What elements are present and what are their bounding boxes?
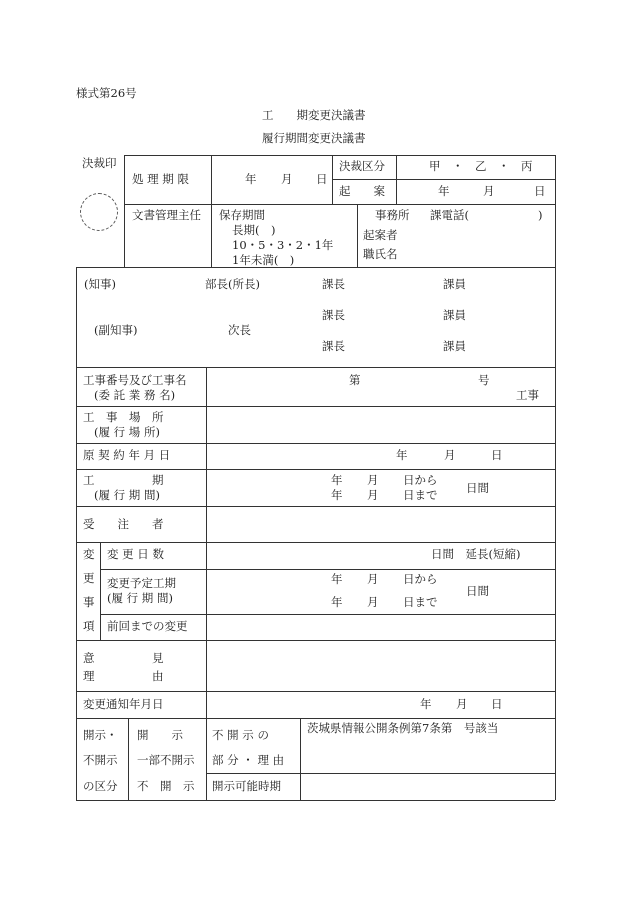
change-items-char-4: 項: [83, 619, 95, 633]
disclosure-category-1: 開示・: [83, 728, 118, 742]
line-v-100: [100, 542, 101, 640]
line-v-211: [211, 155, 212, 268]
change-items-char-2: 更: [83, 571, 95, 585]
disclosure-category-3: の区分: [83, 779, 118, 793]
title-line-1: 工 期変更決議書: [262, 108, 366, 122]
staff-1: 課員: [443, 277, 466, 291]
retention-label: 保存期間: [219, 208, 265, 222]
line-v-206: [206, 367, 207, 800]
line-manager-bottom: [76, 267, 555, 268]
line-h-443: [76, 443, 555, 444]
decision-category-label: 決裁区分: [339, 159, 385, 173]
work-number-label-2: (委 託 業 務 名): [94, 388, 176, 402]
staff-2: 課員: [443, 308, 466, 322]
planned-from-month: 月: [367, 572, 379, 586]
retention-long-term: 長期( ): [232, 223, 276, 237]
notice-year: 年: [420, 697, 432, 711]
line-v-357: [357, 204, 358, 267]
period-until-year: 年: [331, 488, 343, 502]
line-h-506: [76, 506, 555, 507]
line-category-bottom: [332, 179, 555, 180]
line-deadline-bottom: [124, 204, 555, 205]
notice-date-label: 変更通知年月日: [83, 697, 164, 711]
title-line-2: 履行期間変更決議書: [262, 131, 366, 145]
drafted-year: 年: [438, 184, 450, 198]
work-number-label-1: 工事番号及び工事名: [83, 373, 187, 387]
planned-from: 日から: [403, 572, 438, 586]
partial-option: 一部不開示: [137, 753, 195, 767]
box-left-line: [124, 155, 125, 268]
line-v-396: [396, 155, 397, 205]
days-extension: 日間 延長(短縮): [431, 547, 521, 561]
drafted-label: 起 案: [339, 184, 385, 198]
planned-until-month: 月: [367, 595, 379, 609]
line-v-300: [300, 718, 301, 800]
line-h-542: [76, 542, 555, 543]
opinion-label-1: 意 見: [83, 651, 164, 665]
box-top-line: [124, 155, 555, 156]
original-day: 日: [491, 448, 503, 462]
prior-changes-label: 前回までの変更: [107, 619, 188, 633]
line-h-406: [76, 406, 555, 407]
period-label-1: 工 期: [83, 473, 164, 487]
original-contract-label: 原 契 約 年 月 日: [83, 448, 171, 462]
notice-day: 日: [491, 697, 503, 711]
line-h-614: [100, 614, 555, 615]
original-month: 月: [444, 448, 456, 462]
change-date-count-label: 変 更 日 数: [107, 547, 164, 561]
approval-seal-label: 決裁印: [82, 156, 117, 170]
period-label-2: (履 行 期 間): [94, 488, 160, 502]
period-from: 日から: [403, 473, 438, 487]
period-until-month: 月: [367, 488, 379, 502]
work-dai: 第: [349, 373, 361, 387]
section-chief-1: 課長: [322, 277, 345, 291]
retention-years: 10・5・3・2・1年: [232, 238, 334, 252]
table-left-line: [76, 267, 77, 800]
line-h-469: [76, 469, 555, 470]
period-from-month: 月: [367, 473, 379, 487]
planned-label-1: 変更予定工期: [107, 576, 176, 590]
line-v-332: [332, 155, 333, 205]
line-h-773: [206, 773, 555, 774]
planned-days: 日間: [466, 584, 489, 598]
line-v-128: [128, 718, 129, 800]
work-go: 号: [478, 373, 490, 387]
opinion-label-2: 理 由: [83, 669, 164, 683]
retention-under-one: 1年未満( ): [232, 253, 295, 267]
line-h-569: [100, 569, 555, 570]
line-h-691: [76, 691, 555, 692]
nondisclose-option: 不 開 示: [137, 779, 195, 793]
seal-circle: [80, 193, 118, 231]
line-h-367: [76, 367, 555, 368]
form-number: 様式第26号: [76, 86, 137, 100]
planned-until: 日まで: [403, 595, 438, 609]
drafter-label: 起案者: [363, 228, 398, 242]
table-bottom-line: [76, 800, 555, 801]
period-days: 日間: [466, 481, 489, 495]
governor-label: (知事): [84, 277, 116, 291]
office-phone: 課電話( ): [430, 208, 543, 222]
work-kouji: 工事: [516, 388, 539, 402]
disclosure-category-2: 不開示: [83, 753, 118, 767]
deadline-day: 日: [316, 172, 328, 186]
director-label: 部長(所長): [205, 277, 260, 291]
possible-time-label: 開示可能時期: [212, 779, 281, 793]
change-items-char-3: 事: [83, 595, 95, 609]
contractor-label: 受 注 者: [83, 517, 164, 531]
period-from-year: 年: [331, 473, 343, 487]
change-items-char-1: 変: [83, 547, 95, 561]
drafted-month: 月: [483, 184, 495, 198]
staff-3: 課員: [443, 339, 466, 353]
document-manager-label: 文書管理主任: [132, 208, 201, 222]
section-chief-3: 課長: [322, 339, 345, 353]
period-until: 日まで: [403, 488, 438, 502]
vice-governor-label: (副知事): [94, 323, 138, 337]
disclose-option: 開 示: [137, 728, 183, 742]
planned-from-year: 年: [331, 572, 343, 586]
planned-until-year: 年: [331, 595, 343, 609]
site-label-2: (履 行 場 所): [94, 425, 160, 439]
decision-category-options: 甲 ・ 乙 ・ 丙: [429, 159, 533, 173]
section-chief-2: 課長: [322, 308, 345, 322]
deputy-label: 次長: [228, 323, 251, 337]
line-h-640: [76, 640, 555, 641]
site-label-1: 工 事 場 所: [83, 410, 164, 424]
planned-label-2: (履 行 期 間): [107, 591, 173, 605]
table-right-line: [555, 155, 556, 800]
deadline-year: 年: [245, 172, 257, 186]
deadline-label: 処 理 期 限: [132, 172, 189, 186]
notice-month: 月: [456, 697, 468, 711]
office-label: 事務所: [375, 208, 410, 222]
original-year: 年: [396, 448, 408, 462]
line-h-718: [76, 718, 555, 719]
drafted-day: 日: [534, 184, 546, 198]
reason-label-1: 不 開 示 の: [212, 728, 269, 742]
ordinance-text: 茨城県情報公開条例第7条第 号該当: [307, 721, 499, 735]
reason-label-2: 部 分 ・ 理 由: [212, 753, 285, 767]
position-name-label: 職氏名: [363, 247, 398, 261]
deadline-month: 月: [281, 172, 293, 186]
